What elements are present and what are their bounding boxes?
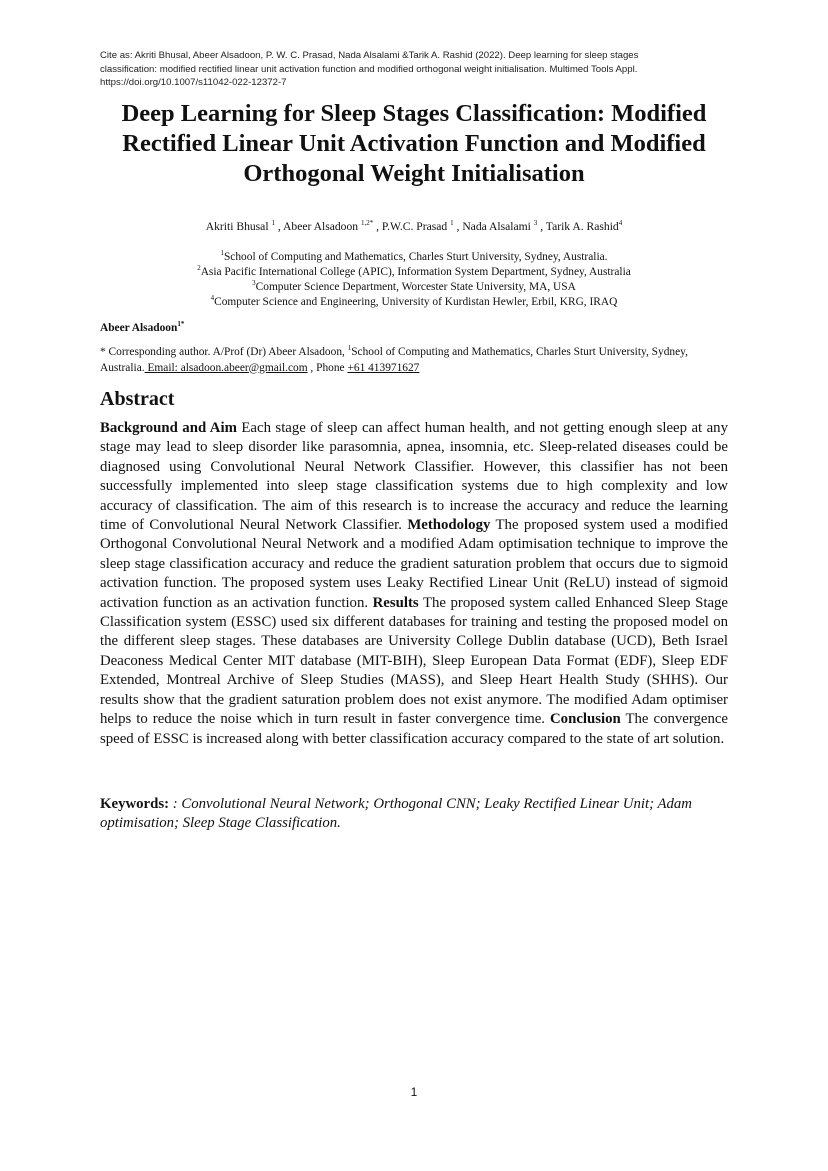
affiliation-item bbox=[90, 265, 738, 280]
affiliation-sup: 2 bbox=[197, 264, 201, 273]
author-affil-sup: 1,2* bbox=[360, 219, 374, 228]
affiliation-text: Asia Pacific International College (APIC), Information System Department, Sydney, Australia bbox=[200, 266, 631, 278]
conclusion-label: Conclusion bbox=[550, 711, 621, 728]
title-line: Orthogonal Weight Initialisation bbox=[243, 160, 585, 187]
author-name: Abeer Alsadoon bbox=[283, 220, 359, 233]
citation-doi: https://doi.org/10.1007/s11042-022-12372-7 bbox=[100, 77, 287, 89]
author-list bbox=[90, 220, 738, 233]
results-label: Results bbox=[372, 594, 419, 611]
email-link[interactable]: alsadoon.abeer@gmail.com bbox=[180, 361, 308, 374]
affiliation-sup: 1 bbox=[220, 249, 224, 258]
author-name: Nada Alsalami bbox=[462, 220, 531, 233]
affiliation-item bbox=[90, 295, 738, 310]
methodology-text: The proposed system used a modified Orthogonal Convolutional Neural Network and a modified Adam optimisation technique to improve the sleep stage classification accuracy and reduce the gradient saturation problem that occurs due to sigmoid activation function. The proposed system uses Leaky Rectified Linear Unit (ReLU) instead of sigmoid activation function as an activation function. bbox=[100, 517, 728, 611]
corresponding-author-name bbox=[100, 322, 184, 334]
corresponding-sup: 1 bbox=[347, 344, 352, 353]
author-affil-sup: 3 bbox=[533, 219, 538, 228]
citation-block bbox=[100, 49, 740, 90]
author-affil-sup: 1 bbox=[450, 219, 454, 228]
keywords-text: : Convolutional Neural Network; Orthogonal CNN; Leaky Rectified Linear Unit; Adam optimisation; Sleep Stage Classification. bbox=[100, 796, 692, 832]
title-line: Rectified Linear Unit Activation Function and Modified bbox=[122, 130, 706, 157]
author-name: Akriti Bhusal bbox=[205, 220, 269, 233]
affiliation-text: Computer Science Department, Worcester State University, MA, USA bbox=[255, 281, 576, 293]
affiliation-sup: 4 bbox=[210, 294, 215, 303]
keywords bbox=[100, 795, 728, 834]
author-affil-sup: 4 bbox=[618, 219, 623, 228]
author-separator: , bbox=[453, 220, 463, 233]
corresponding-name-sup: 1* bbox=[177, 320, 185, 329]
keywords-label: Keywords: bbox=[100, 796, 170, 812]
citation-line: classification: modified rectified linear unit activation function and modified orthogonal weight initialisation. Multimed Tools Appl. bbox=[100, 63, 638, 75]
affiliation-text: School of Computing and Mathematics, Charles Sturt University, Sydney, Australia. bbox=[223, 251, 608, 263]
title-line: Deep Learning for Sleep Stages Classification: Modified bbox=[121, 100, 707, 127]
corresponding-text: * Corresponding author. A/Prof (Dr) Abeer Alsadoon, bbox=[100, 346, 348, 358]
methodology-label: Methodology bbox=[407, 517, 491, 534]
paper-title bbox=[90, 99, 738, 189]
author-name: P.W.C. Prasad bbox=[381, 220, 448, 233]
affiliation-sup: 3 bbox=[252, 279, 256, 288]
background-label: Background and Aim bbox=[100, 420, 237, 436]
results-text: The proposed system called Enhanced Sleep Stage Classification system (ESSC) used six different databases for training and testing the proposed model on the different sleep stages. These databases are University College Dublin database (UCD), Beth Israel Deaconess Medical Center MIT database (MIT-BIH), Sleep European Data Format (EDF), Sleep EDF Extended, Montreal Archive of Sleep Studies (MASS), and Sleep Heart Health Study (SHHS). Our results show that the gradient saturation problem does not exist anymore. The modified Adam optimiser helps to reduce the noise which in turn result in faster convergence time. bbox=[100, 594, 728, 728]
corresponding-affiliation: School of Computing and Mathematics, Charles Sturt University, Sydney, Australia. bbox=[100, 346, 688, 374]
background-text: Each stage of sleep can affect human health, and not getting enough sleep at any stage may lead to sleep disorder like parasomnia, apnea, insomnia, etc. Sleep-related diseases could be diagnosed using Convolutional Neural Network Classifier. However, this classifier has not been successfully implemented into sleep stage classification systems due to high complexity and low accuracy of classification. The aim of this research is to increase the accuracy and reduce the learning time of Convolutional Neural Network Classifier. bbox=[100, 420, 728, 534]
author-separator: , bbox=[537, 220, 546, 233]
affiliation-item bbox=[90, 250, 738, 265]
abstract-heading: Abstract bbox=[100, 388, 175, 410]
phone-link[interactable]: +61 413971627 bbox=[347, 361, 420, 374]
corresponding-author-note bbox=[100, 345, 730, 376]
phone-label: , Phone bbox=[307, 361, 348, 374]
author-separator: , bbox=[373, 220, 382, 233]
affiliation-item bbox=[90, 280, 738, 295]
conclusion-text: The convergence speed of ESSC is increased along with better classification accuracy compared to the state of art solution. bbox=[100, 711, 728, 747]
email-label: Email: bbox=[144, 361, 181, 374]
affiliation-list bbox=[90, 250, 738, 310]
citation-line: Cite as: Akriti Bhusal, Abeer Alsadoon, P. W. C. Prasad, Nada Alsalami &Tarik A. Rashid (2022). Deep learning for sleep stages bbox=[100, 50, 639, 61]
affiliation-text: Computer Science and Engineering, University of Kurdistan Hewler, Erbil, KRG, IRAQ bbox=[214, 296, 618, 308]
abstract-body bbox=[100, 419, 728, 749]
author-affil-sup: 1 bbox=[271, 219, 275, 228]
author-name: Tarik A. Rashid bbox=[545, 220, 619, 233]
author-separator: , bbox=[274, 220, 284, 233]
corresponding-name-text: Abeer Alsadoon bbox=[100, 322, 178, 334]
page-number: 1 bbox=[410, 1085, 418, 1099]
